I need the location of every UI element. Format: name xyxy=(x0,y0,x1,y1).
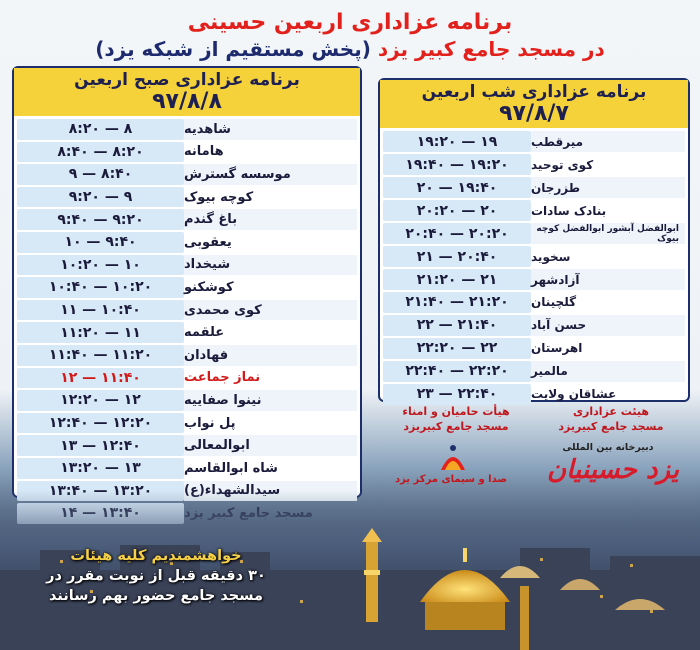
morning-date: ۹۷/۸/۸ xyxy=(152,89,222,114)
group-name: شیخداد xyxy=(184,255,357,276)
night-schedule-panel xyxy=(378,78,690,402)
schedule-row xyxy=(17,413,357,434)
time-slot: ۱۲:۲۰ — ۱۲:۴۰ xyxy=(17,413,184,434)
group-name: کوی محمدی xyxy=(184,300,357,321)
group-name: عشاقان ولایت xyxy=(531,387,617,402)
morning-header xyxy=(14,68,360,116)
time-slot: ۸:۲۰ — ۸:۴۰ xyxy=(17,142,184,163)
organizer-board-line2: مسجد جامع کبیریزد xyxy=(558,420,664,433)
notice-line2: ۳۰ دقیقه قبل از نوبت مقرر در xyxy=(46,568,266,584)
organizer-board-line1: هیئت عزاداری xyxy=(572,405,650,418)
schedule-row xyxy=(383,292,685,313)
schedule-row xyxy=(383,200,685,221)
schedule-row xyxy=(383,269,685,290)
time-slot: ۹:۴۰ — ۱۰ xyxy=(17,232,184,253)
time-slot: ۱۲:۴۰ — ۱۳ xyxy=(17,435,184,456)
page-subtitle xyxy=(0,37,700,61)
group-name: حسن آباد xyxy=(531,315,685,336)
group-name: ابوالمعالی xyxy=(184,435,357,456)
organizer-trustees xyxy=(396,404,516,434)
night-rows xyxy=(380,128,688,405)
schedule-row xyxy=(17,277,357,298)
group-name: کوشکنو xyxy=(184,279,234,295)
schedule-row xyxy=(17,142,357,163)
time-slot: ۱۹ — ۱۹:۲۰ xyxy=(383,131,531,152)
schedule-row xyxy=(17,209,357,230)
group-name: کوی توحید xyxy=(531,157,594,172)
time-slot: ۲۰ — ۲۰:۲۰ xyxy=(383,200,531,221)
group-name: آزادشهر xyxy=(531,269,685,290)
group-name: گلچینان xyxy=(531,295,577,310)
schedule-row xyxy=(17,458,357,479)
group-name: پل نواب xyxy=(184,415,236,431)
notice-line3: مسجد جامع حضور بهم رسانند xyxy=(49,588,263,604)
schedule-row xyxy=(383,384,685,405)
group-name: ابوالفضل آبشور ابوالفضل کوچه بیوک xyxy=(531,223,685,244)
schedule-row xyxy=(17,187,357,208)
schedule-row xyxy=(17,164,357,185)
morning-schedule-panel xyxy=(12,66,362,498)
schedule-row xyxy=(17,300,357,321)
organizer-trustees-line1: هیأت حامیان و امناء xyxy=(402,405,510,418)
secretariat-label: دبیرخانه بین المللی xyxy=(562,442,654,453)
time-slot: ۸ — ۸:۲۰ xyxy=(17,119,184,140)
time-slot: ۱۰ — ۱۰:۲۰ xyxy=(17,255,184,276)
time-slot: ۲۰:۴۰ — ۲۱ xyxy=(383,246,531,267)
group-name: بنادک سادات xyxy=(531,203,607,218)
group-name: طزرجان xyxy=(531,177,685,198)
notice-line1: خواهشمندیم کلیه هیئات xyxy=(70,548,242,564)
morning-rows xyxy=(14,116,360,524)
time-slot: ۸:۴۰ — ۹ xyxy=(17,164,184,185)
time-slot: ۱۹:۴۰ — ۲۰ xyxy=(383,177,531,198)
time-slot: ۲۱ — ۲۱:۲۰ xyxy=(383,269,531,290)
time-slot: ۲۲:۴۰ — ۲۳ xyxy=(383,384,531,405)
time-slot: ۱۰:۴۰ — ۱۱ xyxy=(17,300,184,321)
time-slot: ۱۹:۲۰ — ۱۹:۴۰ xyxy=(383,154,531,175)
schedule-row xyxy=(383,361,685,382)
subtitle-main: در مسجد جامع کبیر یزد xyxy=(377,37,605,61)
schedule-row xyxy=(383,154,685,175)
night-header xyxy=(380,80,688,128)
group-name: کوچه بیوک xyxy=(184,189,254,205)
schedule-row xyxy=(17,255,357,276)
time-slot: ۲۲ — ۲۲:۲۰ xyxy=(383,338,531,359)
group-name: میرقطب xyxy=(531,131,685,152)
schedule-row xyxy=(17,390,357,411)
group-name: فهادان xyxy=(184,345,357,366)
night-date: ۹۷/۸/۷ xyxy=(499,101,569,126)
time-slot: ۱۰:۲۰ — ۱۰:۴۰ xyxy=(17,277,184,298)
group-name: شاه ابوالقاسم xyxy=(184,460,278,476)
schedule-row xyxy=(383,131,685,152)
schedule-row xyxy=(383,315,685,336)
schedule-row xyxy=(17,322,357,343)
time-slot: ۱۱:۴۰ — ۱۲ xyxy=(17,368,184,389)
schedule-row xyxy=(383,246,685,267)
time-slot: ۲۰:۲۰ — ۲۰:۴۰ xyxy=(383,223,531,244)
time-slot: ۲۲:۲۰ — ۲۲:۴۰ xyxy=(383,361,531,382)
yazd-hosseinian-logo: یزد حسینیان xyxy=(546,455,680,485)
schedule-row xyxy=(383,177,685,198)
morning-title: برنامه عزاداری صبح اربعین xyxy=(74,70,300,90)
group-name: هامانه xyxy=(184,144,224,160)
group-name: اهرستان xyxy=(531,341,583,356)
schedule-row xyxy=(17,232,357,253)
time-slot: ۹ — ۹:۲۰ xyxy=(17,187,184,208)
night-title: برنامه عزاداری شب اربعین xyxy=(421,82,647,102)
group-name: باغ گندم xyxy=(184,209,357,230)
schedule-row xyxy=(17,119,357,140)
time-slot: ۲۱:۲۰ — ۲۱:۴۰ xyxy=(383,292,531,313)
time-slot: ۱۱:۲۰ — ۱۱:۴۰ xyxy=(17,345,184,366)
group-name: سخوید xyxy=(531,249,571,264)
time-slot: ۱۱ — ۱۱:۲۰ xyxy=(17,322,184,343)
time-slot: ۲۱:۴۰ — ۲۲ xyxy=(383,315,531,336)
group-name: نماز جماعت xyxy=(184,370,261,386)
schedule-row xyxy=(17,368,357,389)
seda-sima-caption: صدا و سیمای مرکز یزد xyxy=(394,474,508,485)
page-title: برنامه عزاداری اربعین حسینی xyxy=(187,10,513,35)
group-name: مالمیر xyxy=(531,361,685,382)
group-name: موسسه گسترش xyxy=(184,164,357,185)
group-name: علقمه xyxy=(184,325,225,341)
time-slot: ۹:۲۰ — ۹:۴۰ xyxy=(17,209,184,230)
organizer-mourning-board xyxy=(536,404,686,434)
subtitle-broadcast: (پخش مستقیم از شبکه یزد) xyxy=(95,37,371,61)
time-slot: ۱۳ — ۱۳:۲۰ xyxy=(17,458,184,479)
group-name: شاهدیه xyxy=(184,119,357,140)
schedule-row xyxy=(383,338,685,359)
organizer-trustees-line2: مسجد جامع کبیریزد xyxy=(403,420,509,433)
schedule-row xyxy=(383,223,685,244)
schedule-row xyxy=(17,345,357,366)
header xyxy=(0,0,700,61)
seda-sima-logo xyxy=(423,442,483,472)
attendance-notice xyxy=(6,546,306,606)
schedule-row xyxy=(17,435,357,456)
time-slot: ۱۲ — ۱۲:۲۰ xyxy=(17,390,184,411)
group-name: نینوا صفاییه xyxy=(184,390,357,411)
group-name: یعقوبی xyxy=(184,234,232,250)
